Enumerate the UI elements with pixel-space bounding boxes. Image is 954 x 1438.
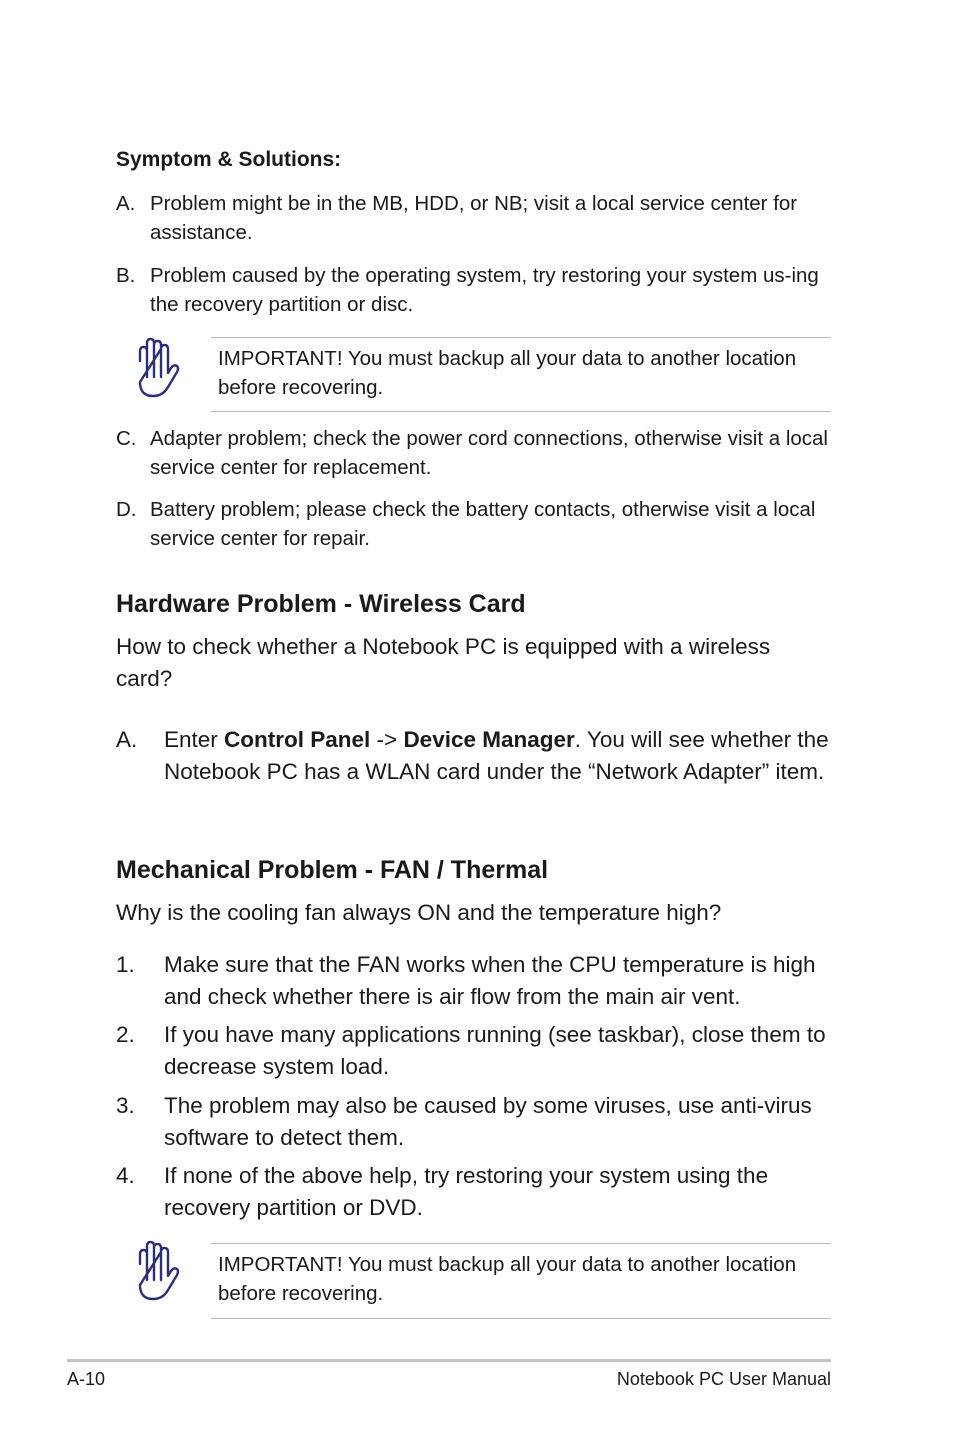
list-item — [116, 262, 831, 320]
raised-hand-icon — [134, 1240, 182, 1304]
list-text: Problem caused by the operating system, try restoring your system us-ing the recovery partition or disc. — [150, 264, 819, 316]
list-marker: A. — [116, 727, 138, 752]
list-marker: C. — [116, 427, 137, 450]
note-bottom-rule — [211, 1318, 831, 1319]
list-item — [116, 190, 831, 248]
list-item — [116, 949, 831, 1013]
list-marker: B. — [116, 264, 136, 287]
list-item — [116, 425, 831, 483]
footer-rule — [67, 1359, 831, 1362]
note-bottom-rule — [211, 411, 831, 412]
important-note: IMPORTANT! You must backup all your data to another location before recovering. — [218, 1253, 797, 1305]
list-marker: 2. — [116, 1022, 135, 1047]
wireless-heading: Hardware Problem - Wireless Card — [116, 590, 526, 618]
list-marker: 3. — [116, 1093, 135, 1118]
important-note: IMPORTANT! You must backup all your data to another location before recovering. — [218, 347, 797, 399]
list-text: If none of the above help, try restoring your system using the recovery partition or DVD. — [164, 1163, 769, 1220]
list-text: Battery problem; please check the battery contacts, otherwise visit a local service center for repair. — [150, 498, 816, 550]
page-number: A-10 — [67, 1369, 106, 1389]
list-text: Enter Control Panel -> Device Manager. You will see whether the Notebook PC has a WLAN card under the “Network Adapter” item. — [164, 727, 829, 784]
symptom-heading: Symptom & Solutions: — [116, 148, 342, 171]
control-panel-label: Control Panel — [224, 727, 371, 752]
list-text: Problem might be in the MB, HDD, or NB; visit a local service center for assistance. — [150, 192, 798, 244]
list-marker: 4. — [116, 1163, 135, 1188]
list-item — [116, 496, 831, 554]
mechanical-question: Why is the cooling fan always ON and the temperature high? — [116, 900, 722, 925]
note-top-rule — [211, 1243, 831, 1244]
list-marker: D. — [116, 498, 137, 521]
list-item — [116, 1019, 831, 1083]
wireless-question: How to check whether a Notebook PC is equipped with a wireless card? — [116, 634, 771, 691]
list-text: Make sure that the FAN works when the CPU temperature is high and check whether there is air flow from the main air vent. — [164, 952, 816, 1009]
list-marker: 1. — [116, 952, 135, 977]
mechanical-heading: Mechanical Problem - FAN / Thermal — [116, 856, 549, 884]
list-item — [116, 1160, 831, 1224]
device-manager-label: Device Manager — [403, 727, 575, 752]
manual-title: Notebook PC User Manual — [616, 1369, 831, 1389]
list-text: Adapter problem; check the power cord connections, otherwise visit a local service center for replacement. — [150, 427, 828, 479]
list-text: The problem may also be caused by some viruses, use anti-virus software to detect them. — [164, 1093, 812, 1150]
note-top-rule — [211, 337, 831, 338]
list-text: If you have many applications running (see taskbar), close them to decrease system load. — [164, 1022, 826, 1079]
list-item — [116, 1090, 831, 1154]
raised-hand-icon — [134, 337, 182, 401]
list-marker: A. — [116, 192, 136, 215]
list-item — [116, 724, 831, 820]
